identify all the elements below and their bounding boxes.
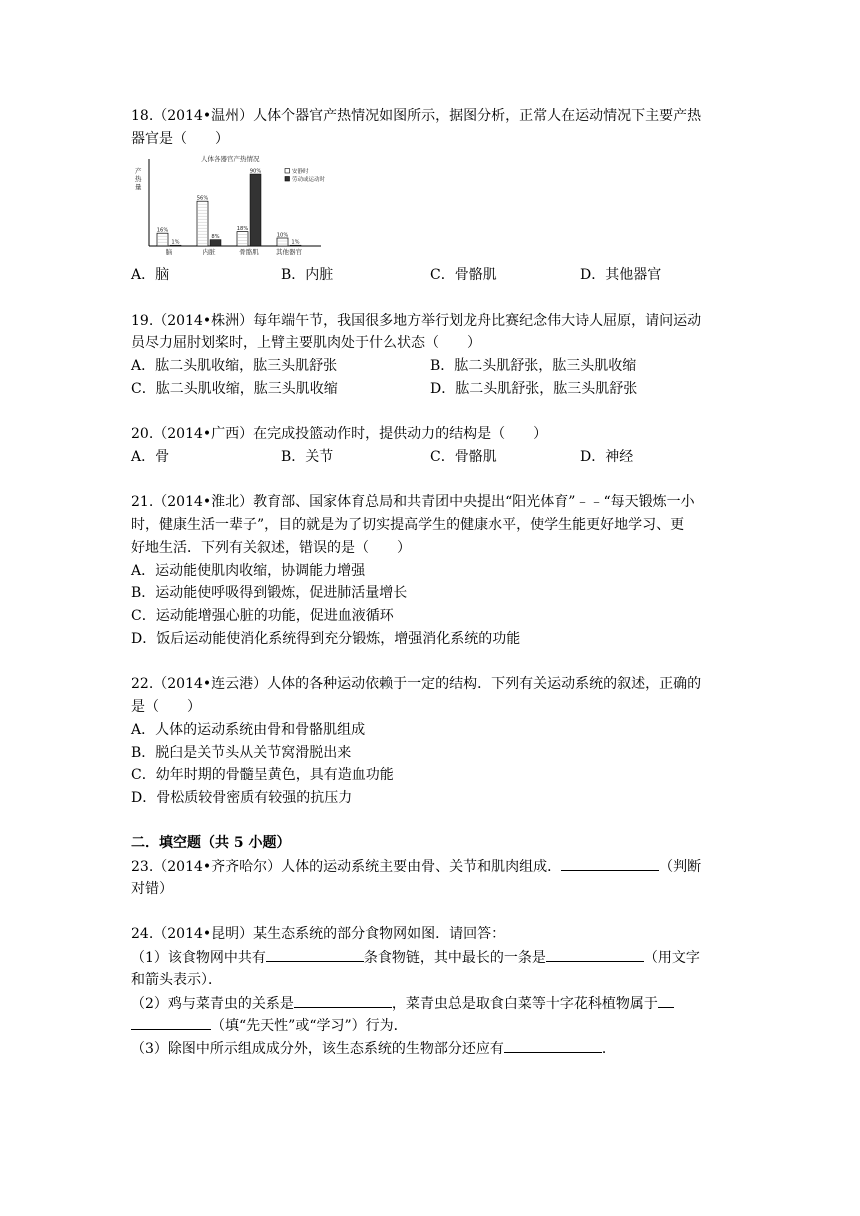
q22-option-b[interactable]: B．脱臼是关节头从关节窝滑脱出来 xyxy=(131,745,352,761)
x-tick-label-2: 骨骼肌 xyxy=(239,248,259,256)
q19-option-d[interactable]: D．肱二头肌舒张，肱三头肌舒张 xyxy=(430,381,638,397)
data-label-2-1: 90% xyxy=(249,168,262,175)
q19-stem-line1: 19.（2014•株洲）每年端午节，我国很多地方举行划龙舟比赛纪念伟大诗人屈原，请问运动 xyxy=(131,313,702,329)
q18-stem-line1: 18.（2014•温州）人体个器官产热情况如图所示，据图分析，正常人在运动情况下主要产热 xyxy=(131,108,702,124)
legend-label-1: 劳动或运动时 xyxy=(292,177,326,183)
q19-option-c[interactable]: C．肱二头肌收缩，肱三头肌收缩 xyxy=(131,381,338,397)
q24-part2-line2 xyxy=(131,1015,408,1036)
q22-stem-line1: 22.（2014•连云港）人体的各种运动依赖于一定的结构．下列有关运动系统的叙述，正确的 xyxy=(131,676,702,692)
q21-option-c[interactable]: C．运动能增强心脏的功能，促进血液循环 xyxy=(131,608,394,624)
q23-stem-line1 xyxy=(131,856,701,877)
q24-part3-text-b: ． xyxy=(601,1041,616,1057)
q19-stem-line2: 员尽力屈肘划桨时，上臂主要肌肉处于什么状态（ ） xyxy=(131,335,481,351)
data-label-3-0: 10% xyxy=(276,232,289,239)
x-tick-label-1: 内脏 xyxy=(202,248,216,256)
q24-part3-line1 xyxy=(131,1038,616,1059)
bar-rest-0 xyxy=(157,233,168,246)
q22-option-a[interactable]: A．人体的运动系统由骨和骨骼肌组成 xyxy=(131,722,366,738)
bar-rest-2 xyxy=(237,232,248,246)
bar-rest-3 xyxy=(277,238,288,246)
bar-rest-1 xyxy=(197,201,208,246)
q18-stem-line2: 器官是（ ） xyxy=(131,131,229,147)
q24-part3-text-a: （3）除图中所示组成成分外，该生态系统的生物部分还应有 xyxy=(131,1041,504,1057)
q20-option-a[interactable]: A．骨 xyxy=(131,449,170,465)
q22-option-c[interactable]: C．幼年时期的骨髓呈黄色，具有造血功能 xyxy=(131,767,394,783)
legend-swatch-1 xyxy=(285,177,290,182)
q24-part3-blank[interactable] xyxy=(504,1038,602,1053)
q24-part1-blank-chain[interactable] xyxy=(546,947,644,962)
section-title-fill-in: 二．填空题（共 5 小题） xyxy=(131,835,291,851)
q19-option-a[interactable]: A．肱二头肌收缩，肱三头肌舒张 xyxy=(131,358,338,374)
q20-option-c[interactable]: C．骨骼肌 xyxy=(430,449,497,465)
bar-exercise-2 xyxy=(250,174,261,246)
data-label-0-0: 16% xyxy=(156,227,169,234)
q21-option-d[interactable]: D．饭后运动能使消化系统得到充分锻炼，增强消化系统的功能 xyxy=(131,631,521,647)
q18-option-c[interactable]: C．骨骼肌 xyxy=(430,267,497,283)
q21-stem-line2: 时，健康生活一辈子”，目的就是为了切实提高学生的健康水平，使学生能更好地学习、更 xyxy=(131,517,685,533)
q20-option-b[interactable]: B．关节 xyxy=(281,449,334,465)
q24-part2-blank-behavior[interactable] xyxy=(131,1015,211,1030)
q23-stem-line2: 对错） xyxy=(131,881,173,897)
data-label-1-0: 56% xyxy=(196,195,209,202)
chart-y-label-char: 量 xyxy=(135,183,142,191)
bar-exercise-1 xyxy=(210,240,221,246)
x-tick-label-3: 其他器官 xyxy=(276,248,302,256)
q24-part2-text-a: （2）鸡与菜青虫的关系是 xyxy=(131,996,294,1012)
q22-stem-line2: 是（ ） xyxy=(131,699,201,715)
q24-part2-text-c: （填“先天性”或“学习”）行为． xyxy=(211,1018,408,1034)
q24-part2-blank-relation[interactable] xyxy=(294,993,392,1008)
q24-part1-text-c: （用文字 xyxy=(643,950,700,966)
q24-part1-blank-count[interactable] xyxy=(266,947,364,962)
q24-part1-line1 xyxy=(131,947,700,968)
q21-option-b[interactable]: B．运动能使呼吸得到锻炼，促进肺活量增长 xyxy=(131,585,408,601)
q21-stem-line3: 好地生活．下列有关叙述，错误的是（ ） xyxy=(131,540,411,556)
q23-answer-blank[interactable] xyxy=(561,856,659,871)
q24-part2-text-b: ，菜青虫总是取食白菜等十字花科植物属于 xyxy=(391,996,658,1012)
data-label-0-1: 1% xyxy=(171,239,180,246)
q24-part2-line1 xyxy=(131,993,674,1014)
q19-option-b[interactable]: B．肱二头肌舒张，肱三头肌收缩 xyxy=(430,358,637,374)
legend-swatch-0 xyxy=(285,169,290,174)
q24-part2-blank-behavior-start[interactable] xyxy=(658,993,674,1008)
q20-stem: 20.（2014•广西）在完成投篮动作时，提供动力的结构是（ ） xyxy=(131,426,548,442)
data-label-3-1: 1% xyxy=(291,239,300,246)
x-tick-label-0: 脑 xyxy=(165,248,173,256)
q23-stem-suffix: （判断 xyxy=(659,859,702,875)
q24-part1-text-a: （1）该食物网中共有 xyxy=(131,950,266,966)
data-label-2-0: 18% xyxy=(236,226,249,233)
q18-option-a[interactable]: A．脑 xyxy=(131,267,170,283)
q24-stem: 24.（2014•昆明）某生态系统的部分食物网如图．请回答： xyxy=(131,926,506,942)
chart-title: 人体各器官产热情况 xyxy=(201,155,260,163)
data-label-1-1: 8% xyxy=(211,234,220,241)
q23-stem-text: 23.（2014•齐齐哈尔）人体的运动系统主要由骨、关节和肌肉组成． xyxy=(131,859,562,875)
chart-y-label-char: 热 xyxy=(135,175,142,183)
q18-option-d[interactable]: D．其他器官 xyxy=(580,267,662,283)
q18-option-b[interactable]: B．内脏 xyxy=(281,267,334,283)
q22-option-d[interactable]: D．骨松质较骨密质有较强的抗压力 xyxy=(131,790,353,806)
heat-production-chart xyxy=(131,153,341,261)
q24-part1-text-b: 条食物链，其中最长的一条是 xyxy=(363,950,546,966)
q21-stem-line1: 21.（2014•淮北）教育部、国家体育总局和共青团中央提出“阳光体育”﹣﹣“每天锻炼一小 xyxy=(131,494,695,510)
chart-y-label-char: 产 xyxy=(135,167,142,175)
q21-option-a[interactable]: A．运动能使肌肉收缩，协调能力增强 xyxy=(131,563,366,579)
legend-label-0: 安静时 xyxy=(292,169,309,175)
q20-option-d[interactable]: D．神经 xyxy=(580,449,634,465)
q24-part1-line2: 和箭头表示）． xyxy=(131,972,222,988)
